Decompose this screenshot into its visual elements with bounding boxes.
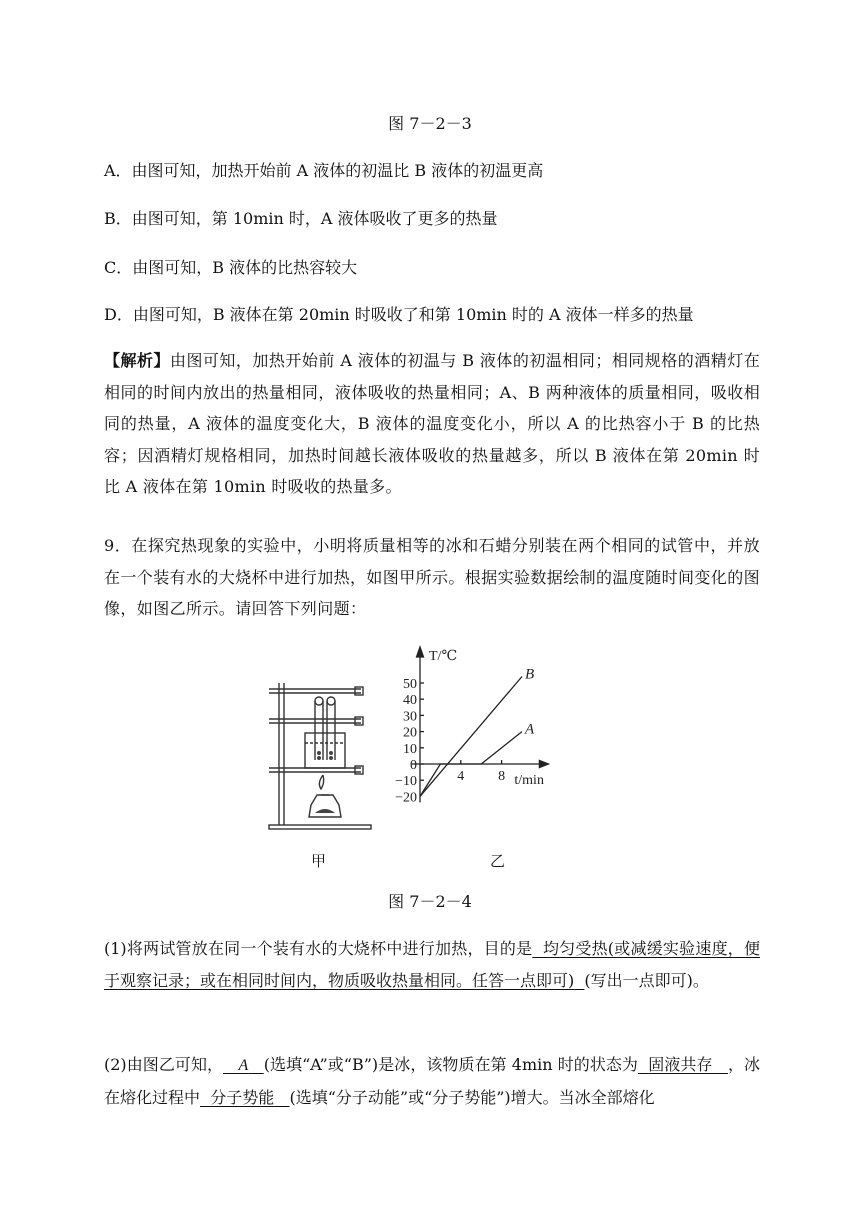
figure-caption-7-2-4: 图 7－2－4 <box>388 892 472 911</box>
analysis-text: 由图可知，加热开始前 A 液体的初温与 B 液体的初温相同；相同规格的酒精灯在相同的时间内放出的热量相同，液体吸收的热量相同；A、B 两种液体的质量相同，吸收相同的热量，A 液体的温度变化大，B 液体的温度变化小，所以 A 的比热容小于 B 的比热容；因酒精灯规格相同，加热时间越长液体吸收的热量越多，所以 B 液体在第 20min 时比 A 液体在第 10min 时吸收的热量多。 <box>104 351 761 496</box>
sub-question-2 <box>104 1049 760 1113</box>
series-label-b: B <box>525 666 535 683</box>
y-tick-label: 10 <box>403 741 417 757</box>
option-c: C．由图可知，B 液体的比热容较大 <box>104 258 358 277</box>
apparatus-figure <box>265 655 375 830</box>
sub-question-1 <box>104 933 760 996</box>
temperature-time-graph <box>390 645 620 820</box>
figure-label-jia: 甲 <box>311 852 327 870</box>
figure-label-yi: 乙 <box>490 852 506 870</box>
sub2-answer-2: 固液共存 <box>648 1055 713 1074</box>
y-tick-label: 20 <box>403 725 417 741</box>
sub2-suffix: (选填“分子动能”或“分子势能”)增大。当冰全部熔化 <box>289 1087 655 1107</box>
analysis <box>104 345 760 503</box>
sub2-answer-1: A <box>238 1057 249 1074</box>
x-axis-label: t/min <box>514 773 544 788</box>
y-tick-label: −10 <box>395 774 417 790</box>
y-tick-label: 40 <box>403 693 417 709</box>
sub2-middle-2: ，冰在熔化过程中 <box>104 1055 761 1107</box>
x-axis-arrow <box>539 761 548 768</box>
option-b: B．由图可知，第 10min 时，A 液体吸收了更多的热量 <box>104 209 498 228</box>
y-tick-label: 50 <box>403 677 417 692</box>
y-tick-label: 0 <box>410 758 417 773</box>
sub2-middle-1: (选填“A”或“B”)是冰，该物质在第 4min 时的状态为 <box>263 1055 638 1074</box>
series-line-b <box>420 677 522 797</box>
x-tick-label: 4 <box>457 769 465 784</box>
series-label-a: A <box>525 721 535 738</box>
analysis-tag: 【解析】 <box>104 351 170 370</box>
sub1-prefix: (1)将两试管放在同一个装有水的大烧杯中进行加热，目的是 <box>104 939 533 958</box>
y-tick-label: −20 <box>395 790 417 806</box>
sub1-answer: 均匀受热(或减缓实验速度，便于观察记录；或在相同时间内，物质吸收热量相同。任答一点即可) <box>104 939 761 990</box>
figure-caption-7-2-3: 图 7－2－3 <box>388 114 472 133</box>
y-axis-label: T/℃ <box>429 649 458 664</box>
question-9-stem: 9．在探究热现象的实验中，小明将质量相等的冰和石蜡分别装在两个相同的试管中，并放在一个装有水的大烧杯中进行加热，如图甲所示。根据实验数据绘制的温度随时间变化的图像，如图乙所示。请回答下列问题： <box>104 536 761 618</box>
x-tick-label: 8 <box>498 769 506 784</box>
y-axis-arrow <box>417 647 424 657</box>
option-d: D．由图可知，B 液体在第 20min 时吸收了和第 10min 时的 A 液体一样多的热量 <box>104 305 694 324</box>
y-tick-label: 30 <box>403 709 417 725</box>
sub2-answer-3: 分子势能 <box>210 1087 275 1107</box>
sub2-prefix: (2)由图乙可知， <box>104 1055 224 1074</box>
sub1-suffix: (写出一点即可)。 <box>584 970 709 990</box>
option-a: A．由图可知，加热开始前 A 液体的初温比 B 液体的初温更高 <box>104 161 544 180</box>
